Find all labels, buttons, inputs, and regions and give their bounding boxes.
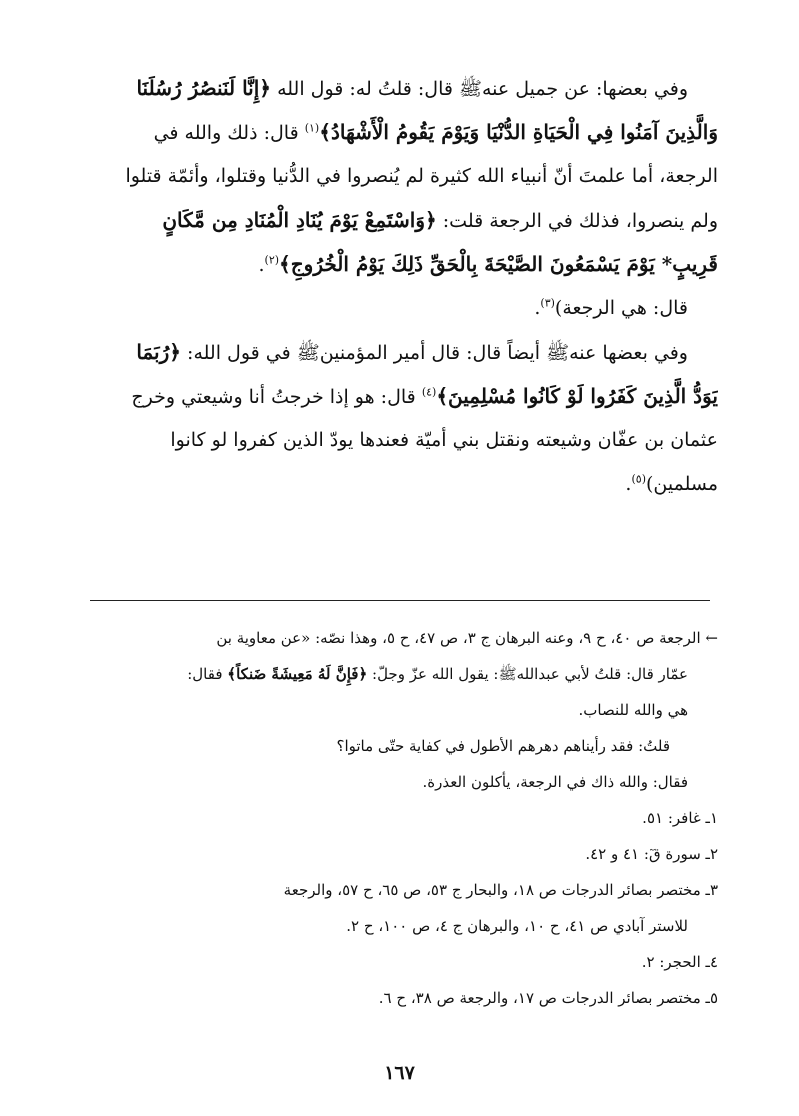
footnote-continuation-line-1: ← الرجعة ص ٤٠، ح ٩، وعنه البرهان ج ٣، ص ٤٧، ح ٥، وهذا نصّه: «عن معاوية بن: [216, 629, 718, 647]
text: مسلمين): [645, 473, 718, 495]
text: عمّار قال: قلتُ لأبي عبدالله: [516, 665, 688, 683]
main-line-2: [84, 110, 718, 154]
text: عثمان بن عفّان وشيعته ونقتل بني أميّة فعندها يودّ الذين كفروا لو كانوا: [170, 429, 718, 451]
text: الرجعة، أما علمتَ أنّ أنبياء الله كثيرة لم يُنصروا في الدُّنيا وقتلوا، وأئمّة قتلوا: [125, 165, 718, 187]
quran-verse: قَرِيبٍ* يَوْمَ يَسْمَعُونَ الصَّيْحَةَ بِالْحَقِّ ذَلِكَ يَوْمُ الْخُرُوجِ﴾: [279, 252, 718, 276]
text: .: [258, 254, 265, 276]
footnote-3: ٣ـ مختصر بصائر الدرجات ص ١٨، والبحار ج ٥٣، ص ٦٥، ح ٥٧، والرجعة: [283, 881, 718, 899]
footnote-continuation-line-5: فقال: والله ذاك في الرجعة، يأكلون العذرة.: [422, 773, 688, 791]
footnote-3-continuation: للاستر آبادي ص ٤١، ح ١٠، والبرهان ج ٤، ص ١٠٠، ح ٢.: [346, 917, 688, 935]
text: قال: هو إذا خرجتُ أنا وشيعتي وخرج: [131, 386, 422, 408]
quran-verse: وَالَّذِينَ آمَنُوا فِي الْحَيَاةِ الدُّنْيَا وَيَوْمَ يَقُومُ الْأَشْهَادُ﴾: [319, 120, 718, 144]
footnote-5: ٥ـ مختصر بصائر الدرجات ص ١٧، والرجعة ص ٣٨، ح ٦.: [378, 989, 718, 1007]
text: ولم ينصروا، فذلك في الرجعة قلت:: [436, 210, 718, 232]
footnote-ref: (٥): [631, 472, 646, 486]
honorific: ﷺ: [546, 342, 570, 364]
footnote-continuation-line-2: [86, 656, 718, 692]
text: فقال:: [187, 665, 228, 683]
main-line-10: [84, 462, 718, 506]
main-line-3: [84, 154, 718, 198]
main-line-6: [84, 286, 718, 330]
text: في قول الله:: [181, 342, 297, 364]
text: قال: هي الرجعة): [554, 297, 688, 319]
honorific: ﷺ: [459, 78, 482, 100]
main-line-7: [84, 330, 718, 374]
quran-verse: يَوَدُّ الَّذِينَ كَفَرُوا لَوْ كَانُوا مُسْلِمِينَ﴾: [436, 384, 718, 408]
footnote-continuation-line-4: قلتُ: فقد رأيناهم دهرهم الأطول في كفاية حتّى ماتوا؟: [336, 737, 670, 755]
footnote-ref: (٢): [264, 253, 280, 267]
footnote-ref: (٤): [421, 385, 437, 399]
text: قال: ذلك والله في: [153, 122, 305, 144]
main-line-9: [84, 418, 718, 462]
text: أيضاً قال: قال أمير المؤمنين: [319, 342, 547, 364]
quran-verse: ﴿إِنَّا لَنَنصُرُ رُسُلَنَا: [136, 76, 272, 100]
main-line-5: [84, 242, 718, 286]
text: : يقول الله عزّ وجلّ:: [367, 665, 499, 683]
footnote-1: ١ـ غافر: ٥١.: [642, 809, 718, 827]
main-line-8: [84, 374, 718, 418]
footnote-divider: [90, 600, 710, 601]
quran-verse: ﴿رُبَمَا: [136, 340, 181, 364]
text: .: [625, 473, 632, 495]
text: وفي بعضها: عن جميل عنه: [481, 78, 688, 100]
footnotes: [86, 620, 718, 1016]
quran-verse: ﴿فَإِنَّ لَهُ مَعِيشَةً ضَنكاً﴾: [227, 665, 368, 683]
main-line-1: [84, 66, 718, 110]
main-line-4: [84, 198, 718, 242]
footnote-4: ٤ـ الحجر: ٢.: [641, 953, 718, 971]
text: .: [534, 297, 541, 319]
page-number: ١٦٧: [384, 1062, 415, 1084]
honorific: ﷺ: [296, 342, 320, 364]
footnote-continuation-line-3: هي والله للنصاب.: [578, 701, 688, 719]
quran-verse: ﴿وَاسْتَمِعْ يَوْمَ يُنَادِ الْمُنَادِ مِن مَّكَانٍ: [162, 208, 437, 232]
honorific: ﷺ: [498, 665, 517, 683]
footnote-ref: (٣): [540, 296, 555, 310]
text: قال: قلتُ له: قول الله: [271, 78, 459, 100]
footnote-ref: (١): [304, 121, 320, 135]
footnote-2: ٢ـ سورة قٓ: ٤١ و ٤٢.: [585, 845, 718, 863]
main-text: [84, 66, 718, 506]
text: وفي بعضها عنه: [569, 342, 688, 364]
